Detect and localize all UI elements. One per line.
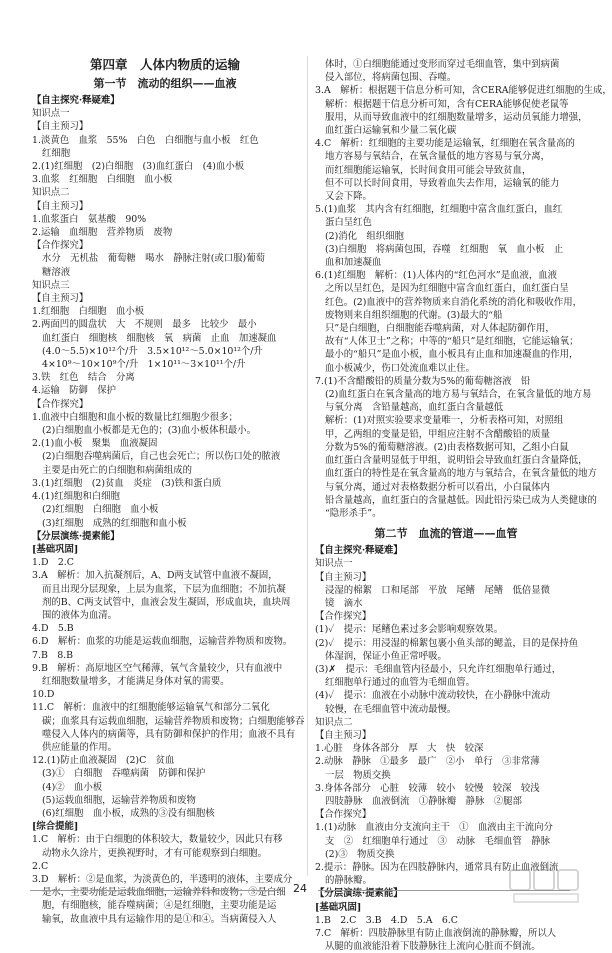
text-line: 3.D 解析：②是血浆，为淡黄色的，半透明的液体，主要成分 (32, 873, 293, 885)
text-line: 红细胞 (42, 147, 71, 159)
text-line: (5)运载血细胞，运输营养物质和废物 (42, 794, 196, 806)
subsection-heading: [基础巩固] (315, 901, 362, 913)
text-line: 4.(1)红细胞和白细胞 (32, 491, 120, 503)
text-line: 围的液体为血清。 (42, 609, 118, 621)
text-line: 体时，①白细胞能通过变形而穿过毛细血管，集中到病菌 (325, 59, 560, 70)
text-line: 的静脉瓣。 (325, 875, 372, 887)
text-line: “隐形杀手”。 (325, 507, 382, 519)
text-line: 1.淡黄色 血浆 55% 白色 白细胞与血小板 红色 (32, 134, 259, 146)
text-line: 解析：(1)对照实验要求变量唯一，分析表格可知，对照组 (325, 415, 564, 427)
text-line: (2)血红蛋白在氧含量高的地方易与氧结合，在氧含量低的地方易 (325, 389, 592, 401)
text-line: 5.(1)血浆 其内含有红细胞，红细胞中富含血红蛋白，血红 (315, 204, 563, 216)
text-line: 【自主预习】 (32, 293, 89, 305)
text-line: 较慢，在毛细血管中流动最慢。 (325, 703, 457, 715)
text-line: 4×10⁹～10×10⁹个/升 1×10¹¹～3×10¹¹个/升 (42, 359, 246, 371)
text-line: 红细胞数量增多，才能满足身体对氧的需要。 (42, 675, 230, 687)
subsection-heading: [基础巩固] (32, 543, 79, 555)
text-line: 知识点二 (32, 187, 70, 199)
text-line: 之所以呈红色，是因为红细胞中富含血红蛋白，血红蛋白呈 (325, 283, 569, 295)
text-line: 支 ② 红细胞单行通过 ③ 动脉 毛细血管 静脉 (325, 835, 551, 847)
text-line: (1)✓ 提示：尾鳍色素过多会影响观察效果。 (315, 624, 504, 636)
subsection-heading: 【分层演练·提素能】 (32, 530, 120, 542)
text-line: 12.(1)防止血液凝固 (2)C 贫血 (32, 755, 175, 767)
text-line: 知识点二 (315, 716, 353, 728)
text-line: 6.(1)红细胞 解析：(1)人体内的“红色河水”是血液，血液 (315, 270, 557, 282)
text-line: 侵入部位，将病菌包围、吞噬。 (325, 72, 457, 84)
text-line: 3.A 解析：根据题干信息分析可知，含CERA能够促进红细胞的生成， (315, 85, 612, 97)
watermark-logo-icon (508, 866, 586, 906)
text-line: 4.C 解析：红细胞的主要功能是运输氧，红细胞在氧含量高的 (315, 138, 575, 150)
text-line: 故有“人体卫士”之称；中等的“船只”是红细胞，它能运输氧； (325, 336, 579, 348)
section-title: 第二节 血流的管道——血管 (374, 527, 518, 541)
text-line: 7.C 解析：四肢静脉里有防止血液倒流的静脉瓣，所以人 (315, 928, 557, 939)
text-line: 【自主预习】 (315, 571, 372, 583)
text-line: 但不可以长时间食用，导致着血失去作用，运输氧的能力 (325, 177, 560, 189)
text-line: 2.提示：静脉。因为在四肢静脉内，通常具有防止血液倒流 (315, 861, 559, 873)
text-line: 2.C (32, 860, 49, 872)
text-line: 红色。(2)血液中的营养物质来自消化系统的消化和吸收作用， (325, 296, 583, 308)
text-line: 3.身体各部分 心脏 较薄 较小 较慢 较深 较浅 (315, 782, 540, 794)
text-line: 2.动脉 静脉 ①最多 最广 ②小 单行 ③非常薄 (315, 756, 540, 768)
text-line: 2.两面凹的圆盘状 大 不规则 最多 比较少 最小 (32, 319, 257, 331)
text-line: 1.B 2.C 3.B 4.D 5.A 6.C (315, 914, 458, 926)
text-line: (3)白细胞 将病菌包围，吞噬 红细胞 氧 血小板 止 (325, 243, 564, 255)
text-line: 1.C 解析：由于白细胞的体积较大，数量较少，因此只有移 (32, 834, 283, 846)
text-line: 噬侵入人体内的病菌等，具有防御和保护的作用；血液不具有 (42, 728, 296, 740)
text-line: 知识点三 (32, 279, 70, 291)
text-line: 3.铁 红色 结合 分离 (32, 372, 135, 384)
text-line: 11.C 解析：血液中的红细胞能够运输氧气和部分二氧化 (32, 702, 270, 714)
text-line: 血和加速凝血 (325, 257, 382, 269)
text-line: (6)红细胞 血小板，成熟的③没有细胞核 (42, 807, 215, 819)
text-line: 1.心脏 身体各部分 厚 大 快 较深 (315, 743, 484, 755)
text-line: 血红蛋白 细胞核 细胞核 氧 病菌 止血 加速凝血 (42, 332, 277, 344)
text-line: 从腿的血液能沿着下肢静脉往上流向心脏而不倒流。 (325, 941, 541, 953)
text-line: 剂的B、C两支试管中，血液会发生凝固，形成血块，血块周 (42, 596, 291, 608)
text-line: 10.D (32, 689, 55, 701)
text-line: 最小的“船只”是血小板，血小板具有止血和加速凝血的作用， (325, 349, 579, 361)
text-line: 红细胞单行通过的血管为毛细血管。 (325, 677, 476, 689)
text-line: 血红蛋白运输氧和少量二氧化碳 (325, 125, 457, 137)
page-number-text: 24 (293, 882, 307, 895)
text-line: 铅含量越高，血红蛋白的含量越低。因此铅污染已成为人类健康的 (325, 494, 597, 506)
text-line: 6.D 解析：血浆的功能是运载血细胞，运输营养物质和废物。 (32, 636, 293, 648)
text-line: 水分 无机盐 葡萄糖 喝水 静脉注射(或口服)葡萄 (42, 253, 265, 265)
text-line: 与氧分离，通过对表格数据分析可以看出，小白鼠体内 (325, 481, 551, 493)
text-line: 浸湿的棉絮 口和尾部 平放 尾鳍 尾鳍 低倍显微 (325, 584, 551, 596)
text-line: 一层 物质交换 (325, 769, 391, 781)
text-line: (2)白细胞血小板都是无色的；(3)血小板体积最小。 (42, 425, 257, 437)
text-line: 只”是白细胞，白细胞能吞噬病菌，对人体起防御作用， (325, 323, 555, 335)
text-line: 输氧，故血液中具有运输作用的是①和④。当病菌侵入人 (42, 913, 277, 925)
section-title: 第一节 流动的组织——血液 (93, 77, 237, 90)
text-line: 2.运输 血细胞 营养物质 废物 (32, 227, 173, 239)
text-line: 甲，乙两组的变量是铅，甲组应注射不含醋酸铅的质量 (325, 428, 551, 440)
text-line: 1.(1)动脉 血液由分支流向主干 ① 血液由主干流向分 (315, 822, 553, 834)
text-line: 【自主预习】 (32, 121, 89, 133)
text-line: 3.血浆 红细胞 白细胞 血小板 (32, 174, 173, 186)
subsection-heading: 【自主探究·释疑难】 (32, 95, 120, 106)
text-line: 血红蛋白的特性是在氧含量高的地方与氧结合，在氧含量低的地方 (325, 468, 597, 480)
text-line: 蛋白呈红色 (325, 217, 372, 229)
text-line: 知识点一 (32, 108, 70, 120)
text-line: (4.0～5.5)×10¹²个/升 3.5×10¹²～5.0×10¹²个/升 (42, 345, 263, 357)
text-line: 是水，主要功能是运载血细胞，运输养料和废物；③是白细 (42, 887, 286, 899)
text-line: 地方容易与氧结合，在氧含量低的地方容易与氧分离， (325, 151, 551, 163)
text-line: 3.(1)红细胞 (2)贫血 炎症 (3)铁和蛋白质 (32, 477, 222, 489)
text-line: 废物则来自组织细胞的代谢。(3)最大的“船 (325, 309, 503, 321)
text-line: 4.运输 防御 保护 (32, 385, 116, 397)
subsection-heading: [综合提能] (32, 821, 79, 833)
text-line: 糖溶液 (42, 266, 71, 278)
text-line: 动物永久涂片，更换视野时，才有可能观察到白细胞。 (42, 847, 268, 859)
right-column (315, 58, 612, 953)
text-line: 7.B 8.B (32, 649, 74, 661)
text-line: (3)① 白细胞 吞噬病菌 防御和保护 (42, 768, 206, 780)
text-line: 【合作探究】 (315, 809, 372, 821)
text-line: 1.红细胞 白细胞 血小板 (32, 306, 145, 318)
text-line: (4)② 血小板 (42, 781, 103, 793)
text-line: (4)✓ 提示：血液在小动脉中流动较快，在小静脉中流动 (315, 690, 550, 702)
text-line: (2)白细胞吞噬病菌后，自己也会死亡；所以伤口处的脓液 (42, 451, 281, 463)
text-line: 9.B 解析：高原地区空气稀薄，氧气含量较少，只有血液中 (32, 662, 283, 674)
text-line: 与氧分离 含铅量越高，血红蛋白含量越低 (325, 402, 504, 414)
subsection-heading: 【分层演练·提素能】 (315, 888, 403, 900)
text-line: 供应能量的作用。 (42, 741, 118, 753)
text-line: 解析：根据题干信息分析可知，含有CERA能够促使老鼠等 (325, 98, 569, 110)
text-line: 【自主预习】 (32, 200, 89, 212)
text-line: 主要是由死亡的白细胞和病菌组成的 (42, 464, 193, 476)
text-line: 4.D 5.B (32, 623, 74, 635)
text-line: 2.(1)红细胞 (2)白细胞 (3)血红蛋白 (4)血小板 (32, 161, 245, 173)
text-line: 分数为5%的葡萄糖溶液。(2)由表格数据可知，乙组小白鼠 (325, 441, 569, 453)
text-line: 血小板减少，伤口处流血难以止住。 (325, 362, 476, 374)
text-line: 【合作探究】 (32, 240, 89, 252)
text-line: 知识点一 (315, 558, 353, 570)
text-line: (3)✗ 提示：毛细血管内径最小，只允许红细胞单行通过， (315, 663, 562, 675)
text-line: 1.血浆蛋白 氨基酸 90% (32, 213, 147, 225)
text-line: 3.A 解析：加入抗凝剂后，A、D两支试管中血液不凝固， (32, 570, 278, 582)
text-line: 【合作探究】 (315, 611, 372, 623)
text-line: 碳；血浆具有运载血细胞，运输营养物质和废物；白细胞能够吞 (42, 715, 305, 727)
text-line: (2)红细胞 白细胞 血小板 (42, 504, 159, 516)
text-line: 【合作探究】 (32, 398, 89, 410)
text-line: 体湿润，保证小鱼正常呼吸。 (325, 650, 447, 662)
text-line: (2)✓ 提示：用浸湿的棉絮包裹小鱼头部的鳃盖，目的是保持鱼 (315, 637, 579, 649)
text-line: (3)红细胞 成熟的红细胞和血小板 (42, 517, 187, 529)
text-line: 而红细胞能运输氧，长时间食用可能会导致贫血， (325, 164, 532, 176)
text-line: 1.血液中白细胞和血小板的数量比红细胞少很多； (32, 411, 238, 423)
subsection-heading: 【自主探究·释疑难】 (315, 545, 403, 557)
text-line: (2)③ 物质交换 (325, 848, 395, 860)
chapter-title: 第四章 人体内物质的运输 (89, 57, 240, 72)
text-line: 血红蛋白含量明显低于甲组，说明铅会导致血红蛋白含量降低， (325, 455, 588, 467)
text-line: 而且出现分层现象，上层为血浆，下层为血细胞；不加抗凝 (42, 583, 286, 595)
text-line: 2.(1)血小板 聚集 血液凝固 (32, 438, 158, 450)
text-line: 四肢静脉 血液倒流 ①静脉瓣 静脉 ②腿部 (325, 795, 522, 807)
text-line: 镜 滴水 (325, 597, 363, 609)
text-line: 1.D 2.C (32, 557, 74, 569)
text-line: 7.(1)不含醋酸铅的质量分数为5%的葡萄糖溶液 铅 (315, 375, 531, 387)
text-line: 【自主预习】 (315, 729, 372, 741)
text-line: 服用，从而导致血液中的红细胞数量增多，运动员氧能力增强， (325, 111, 588, 123)
column-divider (307, 56, 308, 876)
text-line: 胞，有细胞核，能吞噬病菌；④是红细胞，主要功能是运 (42, 900, 277, 912)
text-line: (2)消化 组织细胞 (325, 230, 404, 242)
text-line: 又会下降。 (325, 191, 372, 203)
